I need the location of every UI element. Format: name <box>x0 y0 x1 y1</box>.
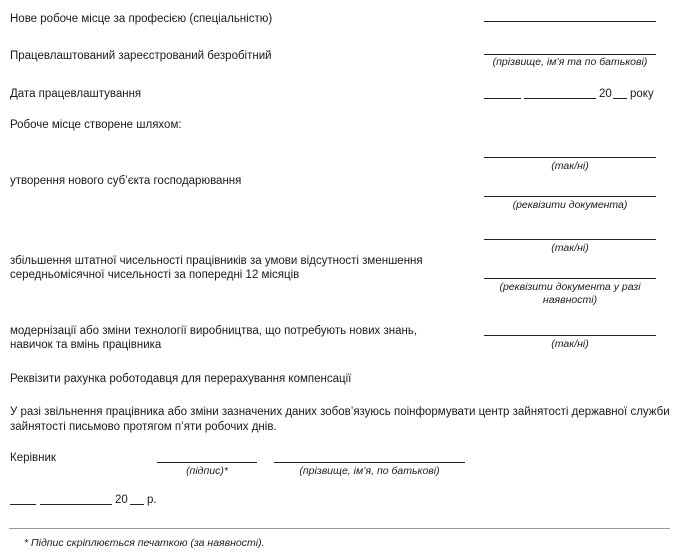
opt3-yes-no-caption: (так/ні) <box>551 338 589 350</box>
fio-caption: (прізвище, ім’я та по батькові) <box>492 56 648 68</box>
bottom-year-field[interactable] <box>130 504 144 505</box>
row-new-workplace-label: Нове робоче місце за професією (спеціальністю) <box>10 13 273 25</box>
opt2-yes-no-caption: (так/ні) <box>551 242 589 254</box>
opt3-label: модернізації або зміни технології виробництва, що потребують нових знань, навичок та вмінь працівника <box>10 325 418 351</box>
opt2-yes-no-field[interactable] <box>484 239 656 240</box>
date-month-field[interactable] <box>524 98 596 99</box>
footnote-text: * Підпис скріплюється печаткою (за наявності). <box>24 537 265 549</box>
opt2-label: збільшення штатної чисельності працівників за умови відсутності зменшення середньомісячної чисельності за попередні 12 місяців <box>10 255 423 281</box>
head-name-caption: (прізвище, ім’я, по батькові) <box>299 465 440 477</box>
new-workplace-field[interactable] <box>484 21 656 22</box>
bottom-month-field[interactable] <box>40 504 112 505</box>
head-label: Керівник <box>10 452 56 464</box>
footnote-divider <box>9 528 670 529</box>
row-employed-label: Працевлаштований зареєстрований безробітний <box>10 50 272 62</box>
date-year-suffix: року <box>630 88 654 100</box>
bottom-year-suffix: р. <box>147 494 157 506</box>
notice-text: У разі звільнення працівника або зміни зазначених даних зобов’язуюсь поінформувати центр зайнятості державної служби зайнятості письмово протягом п’яти робочих днів. <box>10 406 670 433</box>
date-year-prefix: 20 <box>599 88 612 100</box>
opt3-yes-no-field[interactable] <box>484 335 656 336</box>
opt1-label: утворення нового суб’єкта господарювання <box>10 175 242 187</box>
opt1-requisites-field[interactable] <box>484 196 656 197</box>
bottom-year-prefix: 20 <box>115 494 128 506</box>
opt1-yes-no-caption: (так/ні) <box>551 160 589 172</box>
opt1-yes-no-field[interactable] <box>484 157 656 158</box>
opt2-requisites-caption: (реквізити документа у разі наявності) <box>499 281 641 306</box>
row-created-by-label: Робоче місце створене шляхом: <box>10 119 182 131</box>
date-year-field[interactable] <box>613 98 627 99</box>
opt1-requisites-caption: (реквізити документа) <box>512 199 628 211</box>
signature-field[interactable] <box>157 462 257 463</box>
date-day-field[interactable] <box>484 98 521 99</box>
signature-caption: (підпис)* <box>186 465 228 477</box>
row-date-label: Дата працевлаштування <box>10 88 142 100</box>
employed-name-field[interactable] <box>484 54 656 55</box>
account-label: Реквізити рахунка роботодавця для перерахування компенсації <box>10 373 352 385</box>
opt2-requisites-field[interactable] <box>484 278 656 279</box>
head-name-field[interactable] <box>274 462 465 463</box>
bottom-day-field[interactable] <box>10 504 36 505</box>
